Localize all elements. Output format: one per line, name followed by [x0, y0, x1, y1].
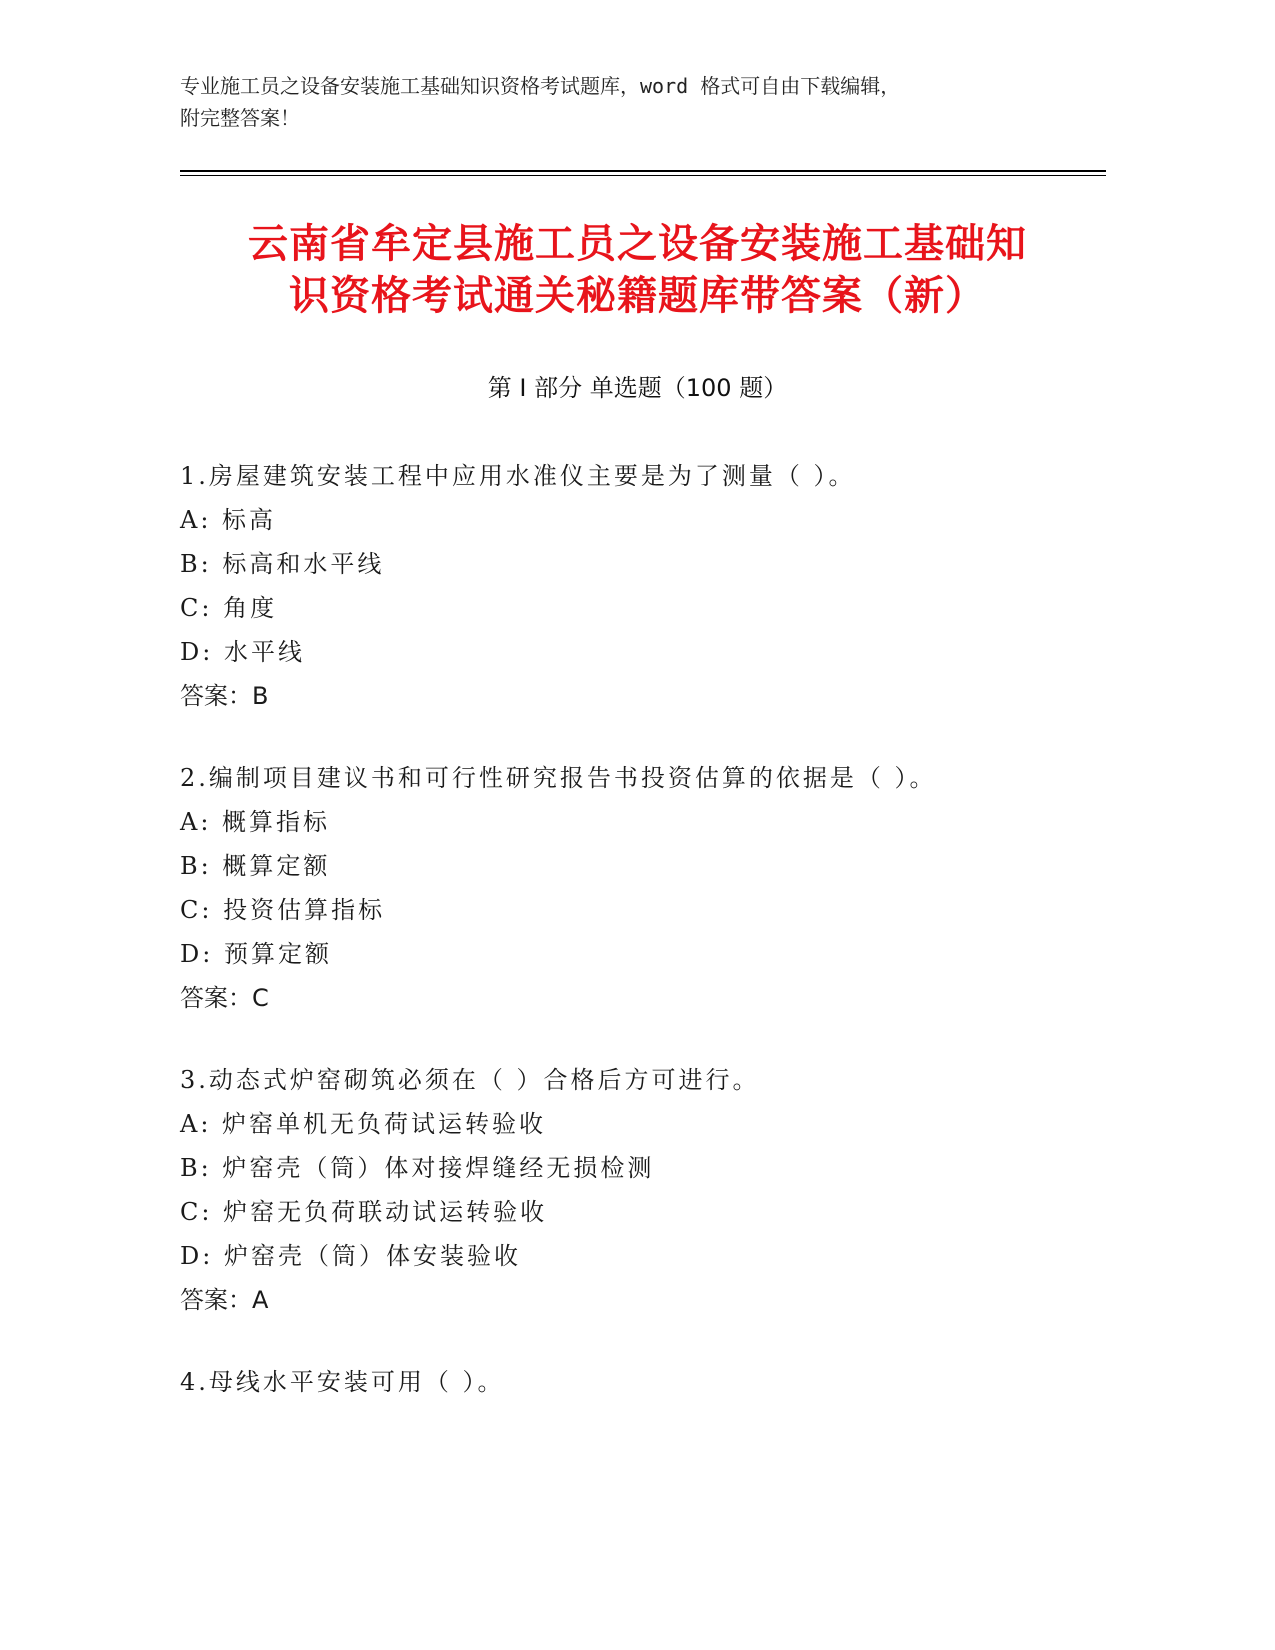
option-c: C: 炉窑无负荷联动试运转验收: [180, 1198, 548, 1226]
option-d: D: 预算定额: [180, 940, 332, 968]
answer: 答案：A: [180, 1286, 269, 1314]
question-list: [180, 454, 1100, 1442]
option-d: D: 水平线: [180, 638, 305, 666]
question-1: [180, 454, 1100, 718]
document-title-line-1: 云南省牟定县施工员之设备安装施工基础知: [248, 221, 1027, 267]
option-c: C: 角度: [180, 594, 278, 622]
option-b: B: 炉窑壳（筒）体对接焊缝经无损检测: [180, 1154, 655, 1182]
answer: 答案：C: [180, 984, 269, 1012]
question-stem: 3.动态式炉窑砌筑必须在（ ）合格后方可进行。: [180, 1066, 760, 1094]
option-a: A: 炉窑单机无负荷试运转验收: [180, 1110, 547, 1138]
header-rule-thick: [180, 170, 1106, 172]
option-b: B: 标高和水平线: [180, 550, 385, 578]
document-title-line-2: 识资格考试通关秘籍题库带答案（新）: [289, 273, 986, 319]
question-stem: 2.编制项目建议书和可行性研究报告书投资估算的依据是（ ）。: [180, 764, 937, 792]
header-note: [180, 70, 1110, 134]
section-title: 第 I 部分 单选题（100 题）: [487, 374, 788, 402]
question-stem: 4.母线水平安装可用（ ）。: [180, 1368, 505, 1396]
option-a: A: 概算指标: [180, 808, 331, 836]
answer: 答案：B: [180, 682, 269, 710]
question-2: [180, 756, 1100, 1020]
option-d: D: 炉窑壳（筒）体安装验收: [180, 1242, 521, 1270]
option-a: A: 标高: [180, 506, 277, 534]
option-b: B: 概算定额: [180, 852, 331, 880]
question-stem: 1.房屋建筑安装工程中应用水准仪主要是为了测量（ ）。: [180, 462, 856, 490]
question-4: [180, 1360, 1100, 1404]
header-rule-thin: [180, 175, 1106, 176]
option-c: C: 投资估算指标: [180, 896, 386, 924]
header-note-line-1: 专业施工员之设备安装施工基础知识资格考试题库，word 格式可自由下载编辑，: [180, 74, 901, 98]
question-3: [180, 1058, 1100, 1322]
header-note-line-2: 附完整答案！: [180, 106, 300, 130]
document-title: [180, 218, 1095, 322]
